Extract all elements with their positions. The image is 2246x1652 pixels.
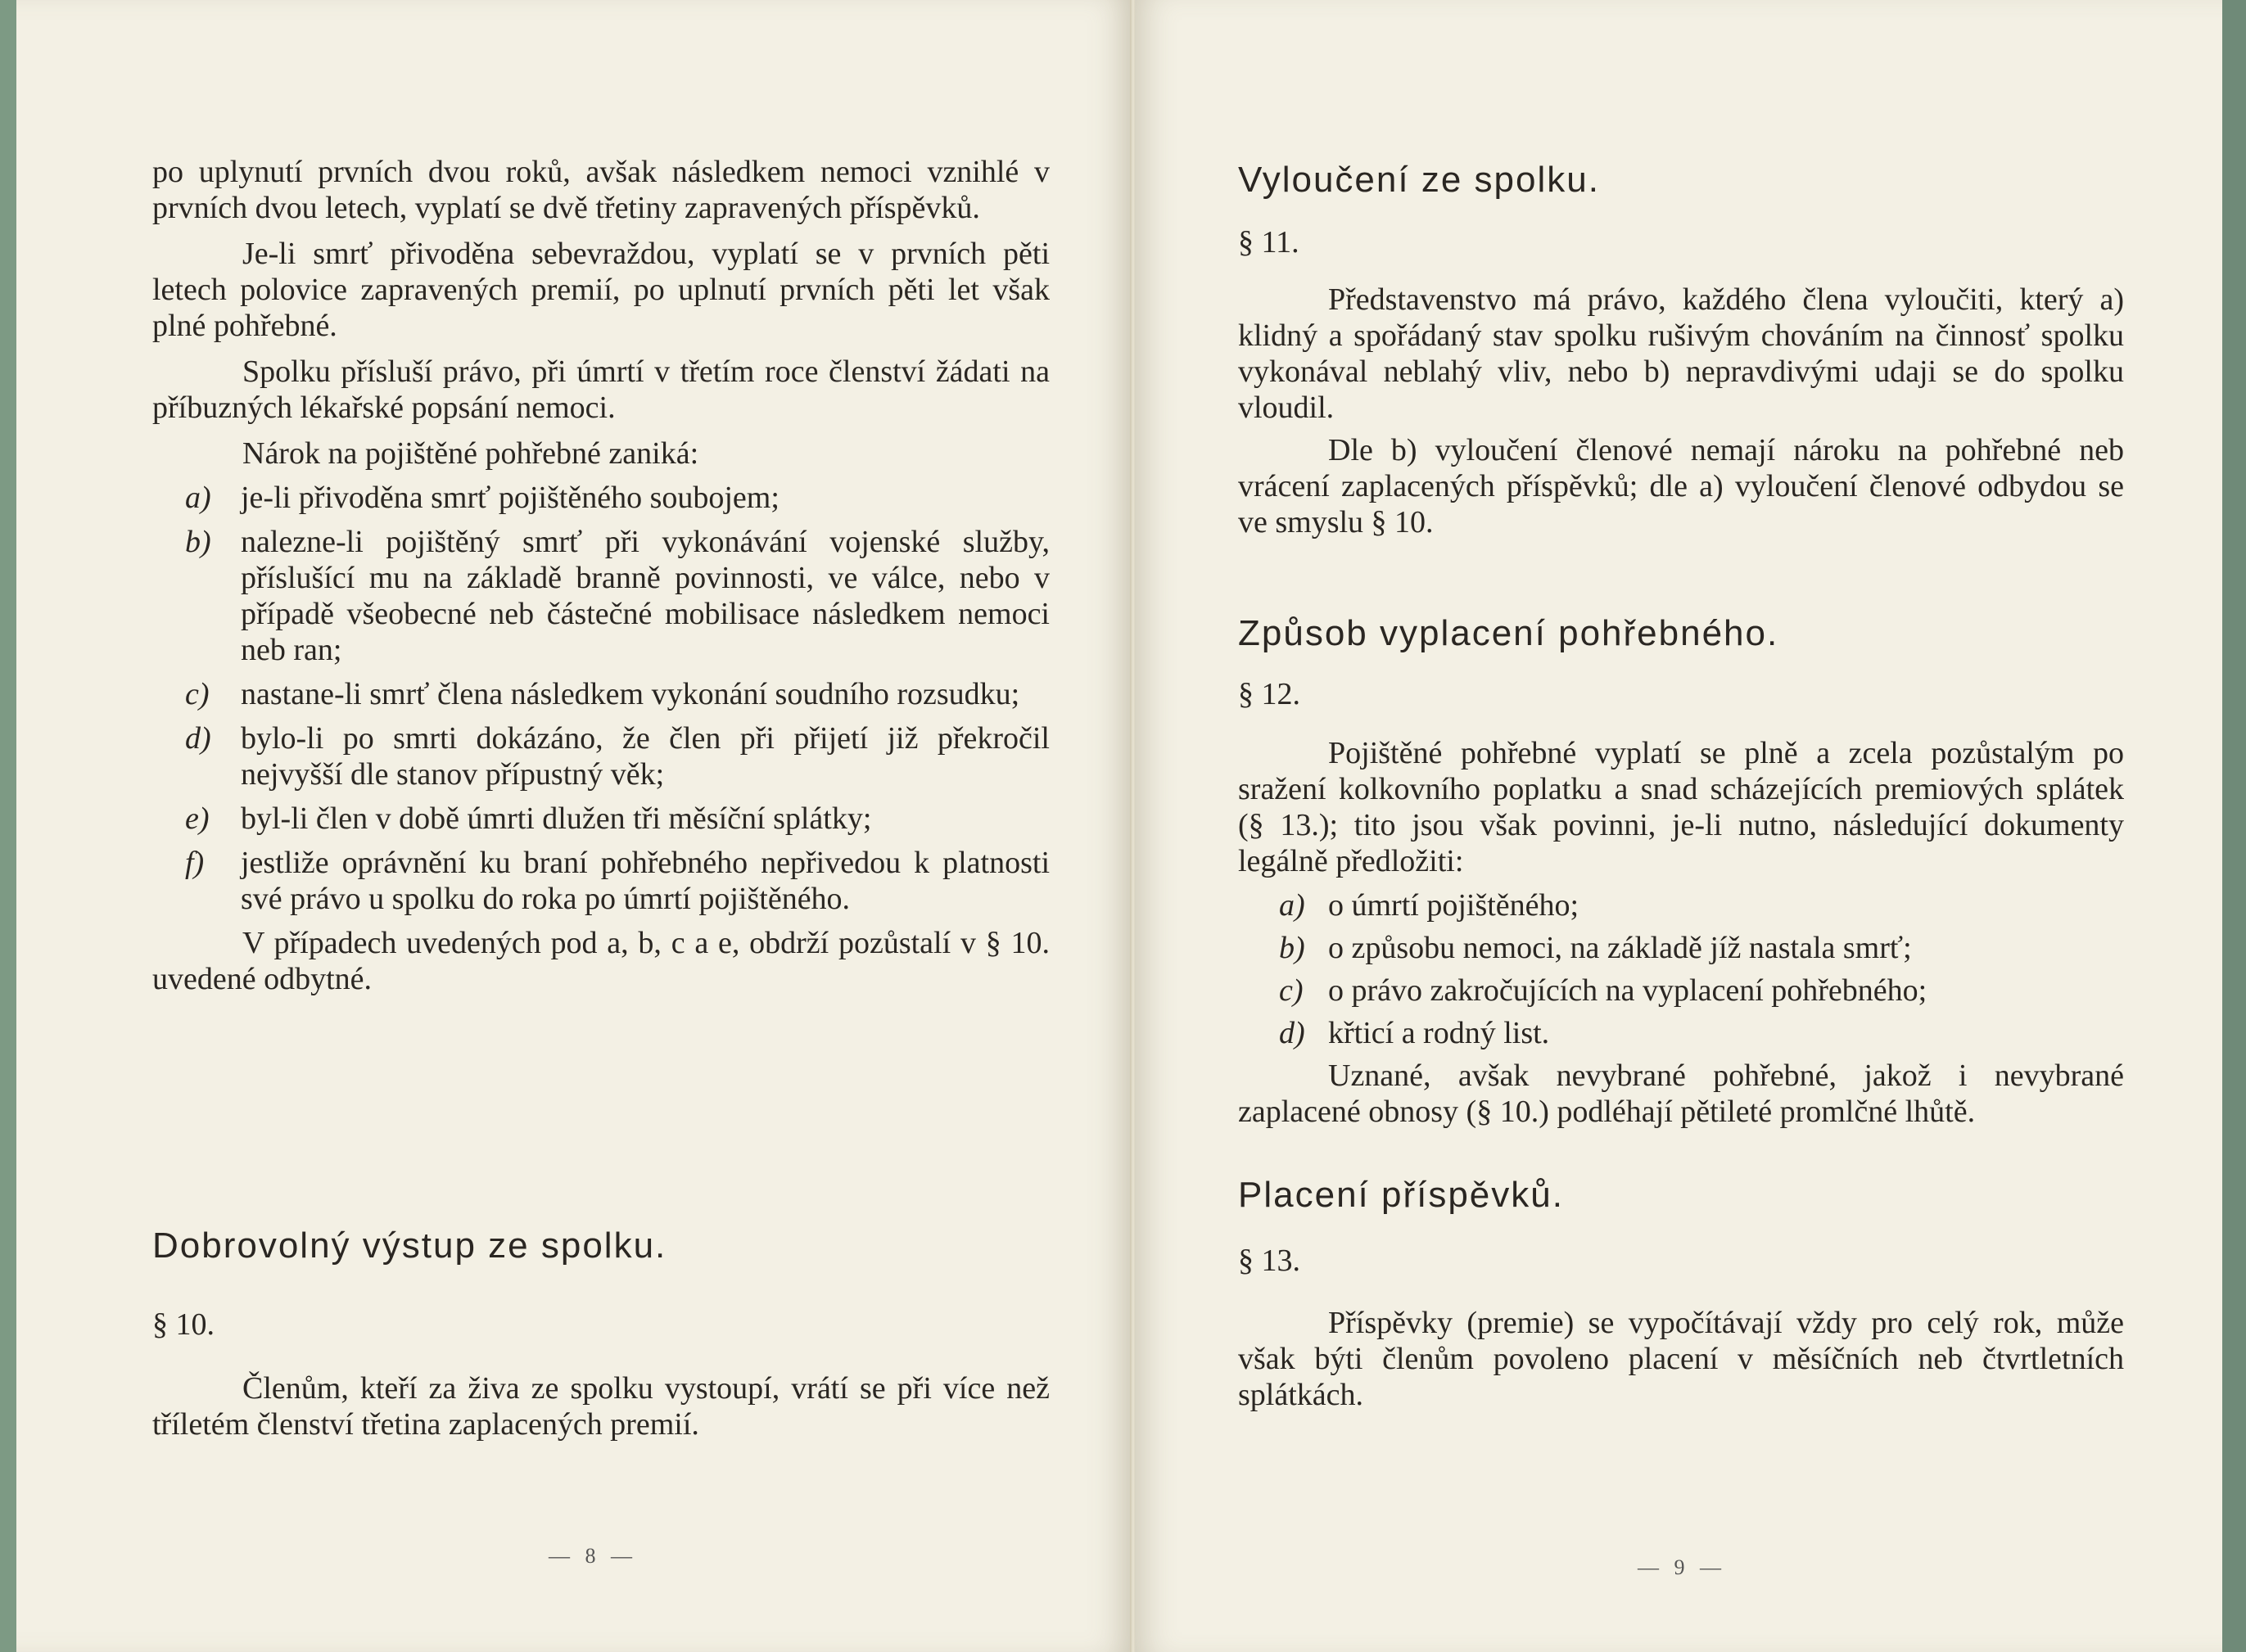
list-text: o úmrtí pojištěného;	[1328, 888, 1579, 923]
list-text: o právo zakročujících na vyplacení pohřebného;	[1328, 973, 1927, 1008]
list-letter: d)	[1279, 1016, 1305, 1050]
list-text: byl-li člen v době úmrti dlužen tři měsíční splátky;	[241, 801, 872, 836]
list-item	[152, 845, 1050, 917]
right-page	[1135, 0, 2222, 1652]
page-number: — 9 —	[1638, 1555, 1726, 1579]
list-text: bylo-li po smrti dokázáno, že člen při přijetí již překročil nejvyšší dle stanov přípustný věk;	[241, 721, 1050, 792]
left-para-6: Členům, kteří za živa ze spolku vystoupí, vrátí se při více než tříletém členství třetina zaplacených premií.	[152, 1371, 1050, 1442]
list-text: nalezne-li pojištěný smrť při vykonávání vojenské služby, příslušící mu na základě branně povinnosti, ve válce, nebo v případě všeobecné neb částečné mobilisace následkem nemoci neb ran;	[241, 525, 1050, 667]
right-para-2: Dle b) vyloučení členové nemají nároku na pohřebné neb vrácení zaplacených příspěvků; dle a) vyloučení členové odbydou se ve smyslu § 10.	[1238, 433, 2124, 539]
right-para-1: Představenstvo má právo, každého člena vyloučiti, který a) klidný a spořádaný stav spolku rušivým chováním na činnosť spolku vykonával neblahý vliv, nebo b) nepravdivými udaji se do spolku vloudil.	[1238, 282, 2124, 425]
left-text-column	[152, 154, 1050, 997]
list-letter: b)	[185, 525, 211, 559]
right-para-5: Příspěvky (premie) se vypočítávají vždy pro celý rok, může však býti členům povoleno placení v měsíčních neb čtvrtletních splátkách.	[1238, 1306, 2124, 1412]
list-item	[152, 676, 1050, 712]
list-letter: f)	[185, 846, 205, 880]
list-item	[152, 720, 1050, 792]
section-number: § 11.	[1238, 225, 1299, 260]
list-text: o způsobu nemoci, na základě jíž nastala smrť;	[1328, 931, 1912, 965]
list-item	[1238, 1015, 2124, 1051]
list-item	[1238, 973, 2124, 1009]
list-letter: e)	[185, 801, 210, 836]
list-letter: c)	[185, 677, 210, 711]
right-list	[1238, 887, 2124, 1051]
left-para-1: po uplynutí prvních dvou roků, avšak následkem nemoci vznihlé v prvních dvou letech, vyplatí se dvě třetiny zapravených příspěvků.	[152, 155, 1050, 225]
list-text: je-li přivoděna smrť pojištěného soubojem;	[241, 481, 780, 515]
list-text: křticí a rodný list.	[1328, 1016, 1550, 1050]
list-item	[152, 524, 1050, 668]
list-item	[1238, 930, 2124, 966]
right-para-4: Uznané, avšak nevybrané pohřebné, jakož i nevybrané zaplacené obnosy (§ 10.) podléhají pětileté promlčné lhůtě.	[1238, 1058, 2124, 1129]
left-list	[152, 480, 1050, 917]
list-item	[1238, 887, 2124, 923]
list-letter: a)	[1279, 888, 1305, 923]
section-heading: Placení příspěvků.	[1238, 1175, 1564, 1215]
section-number: § 13.	[1238, 1244, 1300, 1278]
list-item	[152, 801, 1050, 837]
list-letter: b)	[1279, 931, 1305, 965]
section-number: § 10.	[152, 1307, 215, 1342]
left-para-4: Nárok na pojištěné pohřebné zaniká:	[242, 436, 699, 471]
left-para-3: Spolku přísluší právo, při úmrtí v třetím roce členství žádati na příbuzných lékařské popsání nemoci.	[152, 354, 1050, 425]
list-item	[152, 480, 1050, 516]
right-para-3: Pojištěné pohřebné vyplatí se plně a zcela pozůstalým po sražení kolkovního poplatku a snad scházejících premiových splátek (§ 13.); tito jsou však povinni, je-li nutno, následující dokumenty legálně předložiti:	[1238, 736, 2124, 878]
left-section-10	[152, 1225, 1050, 1442]
section-heading: Dobrovolný výstup ze spolku.	[152, 1225, 667, 1266]
list-letter: c)	[1279, 973, 1304, 1008]
section-heading: Způsob vyplacení pohřebného.	[1238, 613, 1779, 653]
right-text-column	[1238, 162, 2124, 1413]
page-number: — 8 —	[549, 1544, 637, 1568]
left-page	[16, 0, 1132, 1652]
left-para-2: Je-li smrť přivoděna sebevraždou, vyplatí se v prvních pěti letech polovice zapravených premií, po uplnutí prvních pěti let však plné pohřebné.	[152, 237, 1050, 343]
section-heading: Vyloučení ze spolku.	[1238, 160, 1600, 200]
left-para-5: V případech uvedených pod a, b, c a e, obdrží pozůstalí v § 10. uvedené odbytné.	[152, 926, 1050, 996]
list-text: nastane-li smrť člena následkem vykonání soudního rozsudku;	[241, 677, 1020, 711]
list-letter: d)	[185, 721, 211, 756]
section-number: § 12.	[1238, 677, 1300, 711]
list-text: jestliže oprávnění ku braní pohřebného nepřivedou k platnosti své právo u spolku do roka po úmrtí pojištěného.	[241, 846, 1050, 916]
list-letter: a)	[185, 481, 211, 515]
